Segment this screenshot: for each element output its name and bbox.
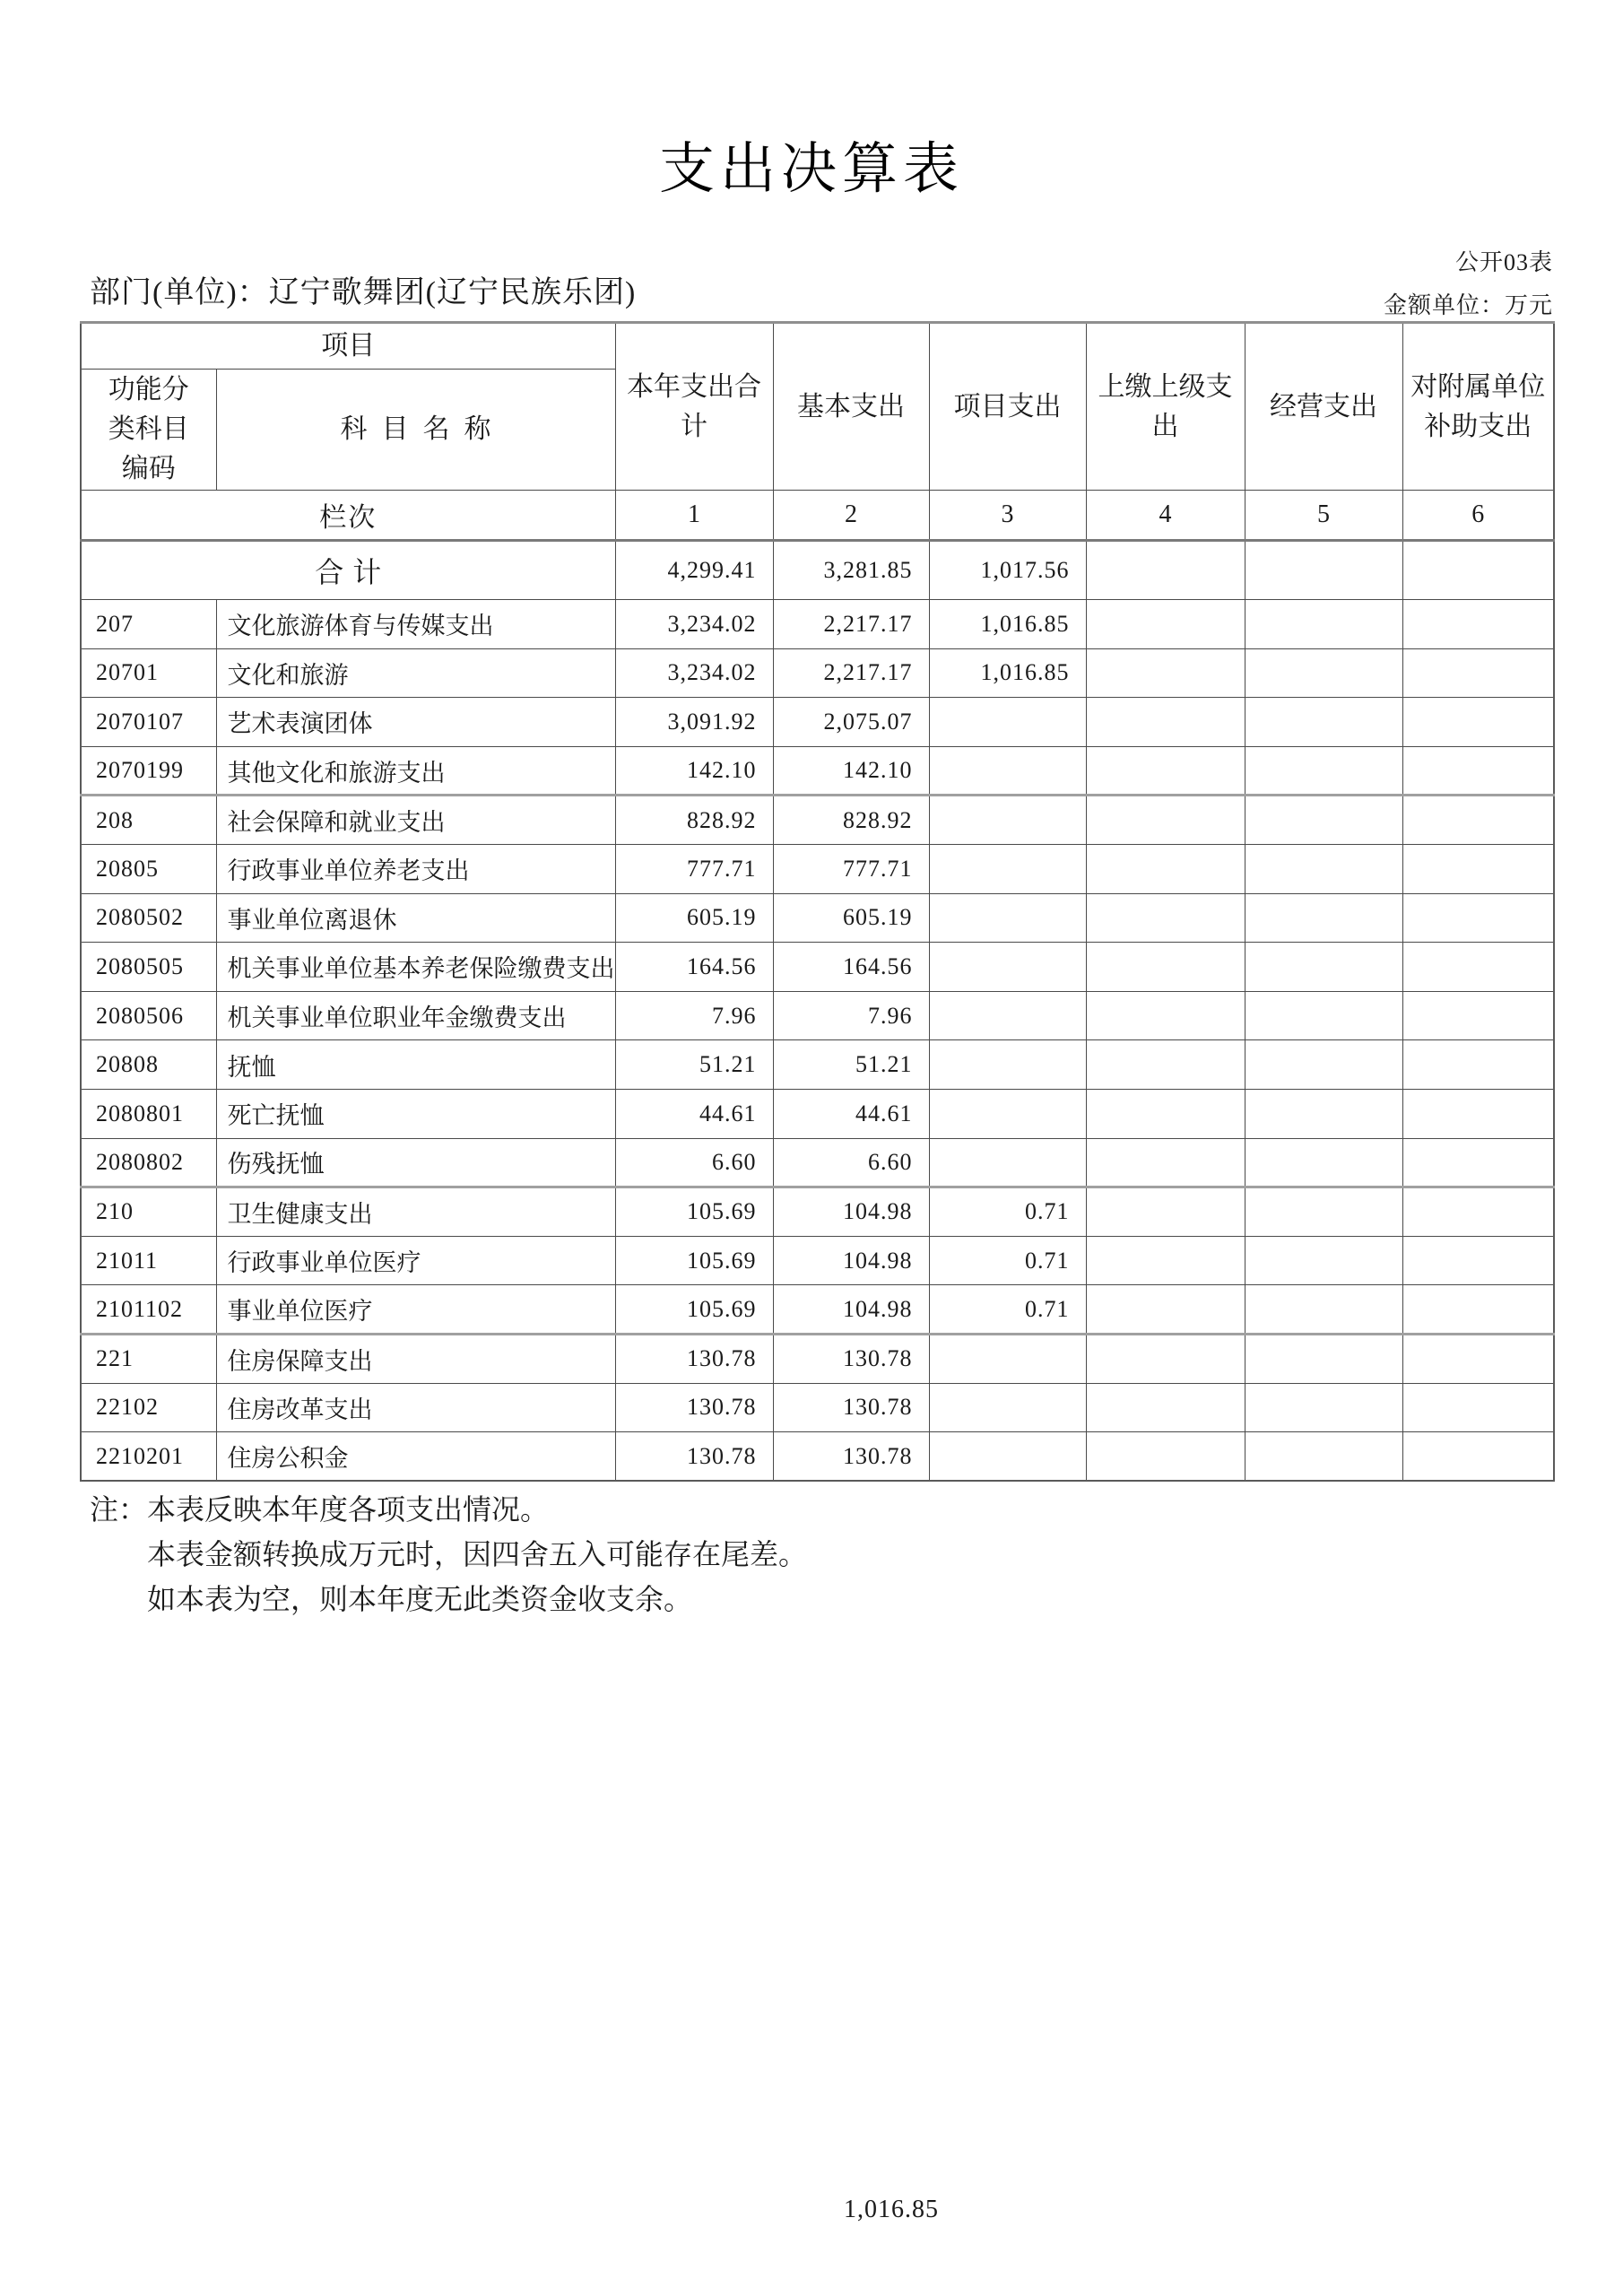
code-cell: 221: [81, 1334, 216, 1383]
value-cell: [1245, 746, 1402, 796]
value-cell: [1245, 648, 1402, 698]
value-cell: [1086, 1285, 1245, 1335]
column-index-cell: 3: [929, 491, 1086, 541]
value-cell: [1245, 943, 1402, 992]
unit-label: 金额单位：万元: [1383, 292, 1553, 318]
value-cell: [1402, 1432, 1554, 1482]
value-cell: [1086, 991, 1245, 1040]
name-cell: 事业单位医疗: [216, 1285, 615, 1335]
name-cell: 住房公积金: [216, 1432, 615, 1482]
table-row: [81, 943, 1554, 992]
value-cell: 104.98: [773, 1285, 929, 1335]
code-cell: 208: [81, 796, 216, 845]
total-value-cell: 4,299.41: [615, 541, 773, 600]
total-row: [81, 541, 1554, 600]
value-cell: 104.98: [773, 1187, 929, 1237]
value-cell: 7.96: [615, 991, 773, 1040]
table-row: [81, 1138, 1554, 1187]
table-row: [81, 1236, 1554, 1285]
table-row: [81, 1089, 1554, 1138]
header-name-cell: 科目名称: [216, 370, 615, 491]
footer-page-value: 1,016.85: [844, 2196, 939, 2223]
expenditure-table-body: [81, 323, 1554, 1482]
column-index-cell: 2: [773, 491, 929, 541]
table-code-label: 公开03表: [1454, 249, 1553, 275]
column-index-label: 栏次: [81, 491, 615, 541]
value-cell: [929, 943, 1086, 992]
name-cell: 机关事业单位基本养老保险缴费支出: [216, 943, 615, 992]
value-cell: 142.10: [773, 746, 929, 796]
name-cell: 社会保障和就业支出: [216, 796, 615, 845]
value-cell: [929, 1138, 1086, 1187]
code-cell: 2080502: [81, 893, 216, 943]
name-cell: 死亡抚恤: [216, 1089, 615, 1138]
header-project-cell: 项目: [81, 323, 615, 370]
code-cell: 207: [81, 600, 216, 649]
code-cell: 2080506: [81, 991, 216, 1040]
value-cell: [1086, 1432, 1245, 1482]
table-row: [81, 1383, 1554, 1432]
value-cell: 1,016.85: [929, 600, 1086, 649]
value-cell: 130.78: [773, 1432, 929, 1482]
value-cell: 130.78: [615, 1334, 773, 1383]
value-cell: [1402, 648, 1554, 698]
value-cell: 104.98: [773, 1236, 929, 1285]
total-value-cell: 3,281.85: [773, 541, 929, 600]
name-cell: 卫生健康支出: [216, 1187, 615, 1237]
value-cell: [1245, 893, 1402, 943]
table-row: [81, 1040, 1554, 1090]
value-cell: 3,091.92: [615, 698, 773, 747]
code-cell: 210: [81, 1187, 216, 1237]
total-row-label: 合计: [81, 541, 615, 600]
name-cell: 其他文化和旅游支出: [216, 746, 615, 796]
value-cell: [929, 1432, 1086, 1482]
value-cell: 2,217.17: [773, 648, 929, 698]
value-cell: [1245, 698, 1402, 747]
value-cell: 7.96: [773, 991, 929, 1040]
header-value-cell: 经营支出: [1245, 323, 1402, 491]
value-cell: 777.71: [773, 844, 929, 893]
value-cell: [1402, 991, 1554, 1040]
value-cell: [1086, 746, 1245, 796]
header-value-cell: 本年支出合计: [615, 323, 773, 491]
value-cell: 130.78: [615, 1432, 773, 1482]
code-cell: 2070199: [81, 746, 216, 796]
value-cell: [1245, 600, 1402, 649]
value-cell: [1086, 698, 1245, 747]
table-row: [81, 1285, 1554, 1335]
value-cell: [1245, 1236, 1402, 1285]
value-cell: [1402, 893, 1554, 943]
code-cell: 2101102: [81, 1285, 216, 1335]
value-cell: [1086, 1236, 1245, 1285]
header-value-cell: 对附属单位补助支出: [1402, 323, 1554, 491]
value-cell: [1402, 1138, 1554, 1187]
table-row: [81, 600, 1554, 649]
value-cell: [1086, 1187, 1245, 1237]
value-cell: [1245, 1334, 1402, 1383]
value-cell: [1402, 943, 1554, 992]
value-cell: 130.78: [773, 1334, 929, 1383]
value-cell: [929, 844, 1086, 893]
value-cell: [1402, 844, 1554, 893]
value-cell: [1402, 1040, 1554, 1090]
table-row: [81, 648, 1554, 698]
value-cell: [1086, 1089, 1245, 1138]
value-cell: [1086, 943, 1245, 992]
header-value-cell: 基本支出: [773, 323, 929, 491]
table-row: [81, 698, 1554, 747]
code-cell: 20808: [81, 1040, 216, 1090]
page-title: 支出决算表: [658, 139, 964, 200]
value-cell: [1086, 648, 1245, 698]
value-cell: 0.71: [929, 1187, 1086, 1237]
value-cell: 164.56: [615, 943, 773, 992]
value-cell: 105.69: [615, 1236, 773, 1285]
note-line: 如本表为空，则本年度无此类资金收支余。: [147, 1583, 693, 1615]
name-cell: 文化旅游体育与传媒支出: [216, 600, 615, 649]
table-row: [81, 746, 1554, 796]
code-cell: 20805: [81, 844, 216, 893]
name-cell: 行政事业单位养老支出: [216, 844, 615, 893]
code-cell: 2080801: [81, 1089, 216, 1138]
column-index-cell: 5: [1245, 491, 1402, 541]
column-index-cell: 6: [1402, 491, 1554, 541]
code-cell: 20701: [81, 648, 216, 698]
value-cell: 605.19: [615, 893, 773, 943]
code-cell: 2080505: [81, 943, 216, 992]
notes: [90, 1487, 807, 1622]
column-index-cell: 4: [1086, 491, 1245, 541]
name-cell: 伤残抚恤: [216, 1138, 615, 1187]
header-row-project: [81, 323, 1554, 370]
value-cell: [1245, 1138, 1402, 1187]
value-cell: [1245, 991, 1402, 1040]
value-cell: 44.61: [615, 1089, 773, 1138]
value-cell: 105.69: [615, 1285, 773, 1335]
value-cell: [1402, 796, 1554, 845]
value-cell: 2,075.07: [773, 698, 929, 747]
code-cell: 2070107: [81, 698, 216, 747]
value-cell: [1086, 844, 1245, 893]
value-cell: [1402, 1285, 1554, 1335]
value-cell: [1086, 893, 1245, 943]
table-row: [81, 796, 1554, 845]
value-cell: 130.78: [615, 1383, 773, 1432]
value-cell: [1245, 1187, 1402, 1237]
value-cell: 2,217.17: [773, 600, 929, 649]
value-cell: [1086, 1383, 1245, 1432]
value-cell: [1402, 1383, 1554, 1432]
value-cell: 44.61: [773, 1089, 929, 1138]
name-cell: 抚恤: [216, 1040, 615, 1090]
department-label: 部门(单位)：辽宁歌舞团(辽宁民族乐团): [90, 276, 637, 309]
column-index-row: [81, 491, 1554, 541]
value-cell: [929, 1334, 1086, 1383]
name-cell: 机关事业单位职业年金缴费支出: [216, 991, 615, 1040]
value-cell: [1245, 1040, 1402, 1090]
value-cell: [1086, 796, 1245, 845]
header-value-cell: 项目支出: [929, 323, 1086, 491]
value-cell: [1402, 698, 1554, 747]
value-cell: [1086, 1040, 1245, 1090]
value-cell: 828.92: [615, 796, 773, 845]
table-row: [81, 844, 1554, 893]
value-cell: [1245, 1285, 1402, 1335]
name-cell: 住房保障支出: [216, 1334, 615, 1383]
code-cell: 22102: [81, 1383, 216, 1432]
code-cell: 21011: [81, 1236, 216, 1285]
total-value-cell: [1245, 541, 1402, 600]
value-cell: [1086, 1334, 1245, 1383]
value-cell: [1086, 1138, 1245, 1187]
value-cell: [1245, 1089, 1402, 1138]
value-cell: 6.60: [615, 1138, 773, 1187]
value-cell: [929, 796, 1086, 845]
value-cell: 51.21: [773, 1040, 929, 1090]
header-value-cell: 上缴上级支出: [1086, 323, 1245, 491]
value-cell: [1245, 796, 1402, 845]
expenditure-table: [80, 321, 1555, 1482]
value-cell: [929, 698, 1086, 747]
table-row: [81, 1187, 1554, 1237]
value-cell: 51.21: [615, 1040, 773, 1090]
table-row: [81, 1334, 1554, 1383]
value-cell: 105.69: [615, 1187, 773, 1237]
column-index-cell: 1: [615, 491, 773, 541]
value-cell: [1086, 600, 1245, 649]
value-cell: 605.19: [773, 893, 929, 943]
value-cell: [929, 1040, 1086, 1090]
value-cell: [929, 991, 1086, 1040]
value-cell: 164.56: [773, 943, 929, 992]
value-cell: [1245, 1432, 1402, 1482]
value-cell: [929, 746, 1086, 796]
value-cell: 130.78: [773, 1383, 929, 1432]
value-cell: [1402, 1187, 1554, 1237]
total-value-cell: [1402, 541, 1554, 600]
total-value-cell: 1,017.56: [929, 541, 1086, 600]
value-cell: [929, 893, 1086, 943]
name-cell: 行政事业单位医疗: [216, 1236, 615, 1285]
value-cell: [1245, 844, 1402, 893]
value-cell: 0.71: [929, 1285, 1086, 1335]
value-cell: 1,016.85: [929, 648, 1086, 698]
name-cell: 艺术表演团体: [216, 698, 615, 747]
table-row: [81, 893, 1554, 943]
table-row: [81, 991, 1554, 1040]
name-cell: 文化和旅游: [216, 648, 615, 698]
value-cell: [929, 1383, 1086, 1432]
value-cell: 0.71: [929, 1236, 1086, 1285]
value-cell: [1402, 746, 1554, 796]
value-cell: [1402, 1089, 1554, 1138]
code-cell: 2080802: [81, 1138, 216, 1187]
value-cell: [1402, 1334, 1554, 1383]
header-code-cell: 功能分类科目编码: [81, 370, 216, 491]
value-cell: 6.60: [773, 1138, 929, 1187]
value-cell: 777.71: [615, 844, 773, 893]
name-cell: 住房改革支出: [216, 1383, 615, 1432]
value-cell: [1402, 1236, 1554, 1285]
value-cell: 3,234.02: [615, 600, 773, 649]
value-cell: [1245, 1383, 1402, 1432]
value-cell: [929, 1089, 1086, 1138]
value-cell: [1402, 600, 1554, 649]
value-cell: 142.10: [615, 746, 773, 796]
note-line: 注：本表反映本年度各项支出情况。: [90, 1493, 550, 1526]
total-value-cell: [1086, 541, 1245, 600]
note-line: 本表金额转换成万元时，因四舍五入可能存在尾差。: [147, 1538, 808, 1570]
code-cell: 2210201: [81, 1432, 216, 1482]
name-cell: 事业单位离退休: [216, 893, 615, 943]
value-cell: 828.92: [773, 796, 929, 845]
value-cell: 3,234.02: [615, 648, 773, 698]
table-row: [81, 1432, 1554, 1482]
